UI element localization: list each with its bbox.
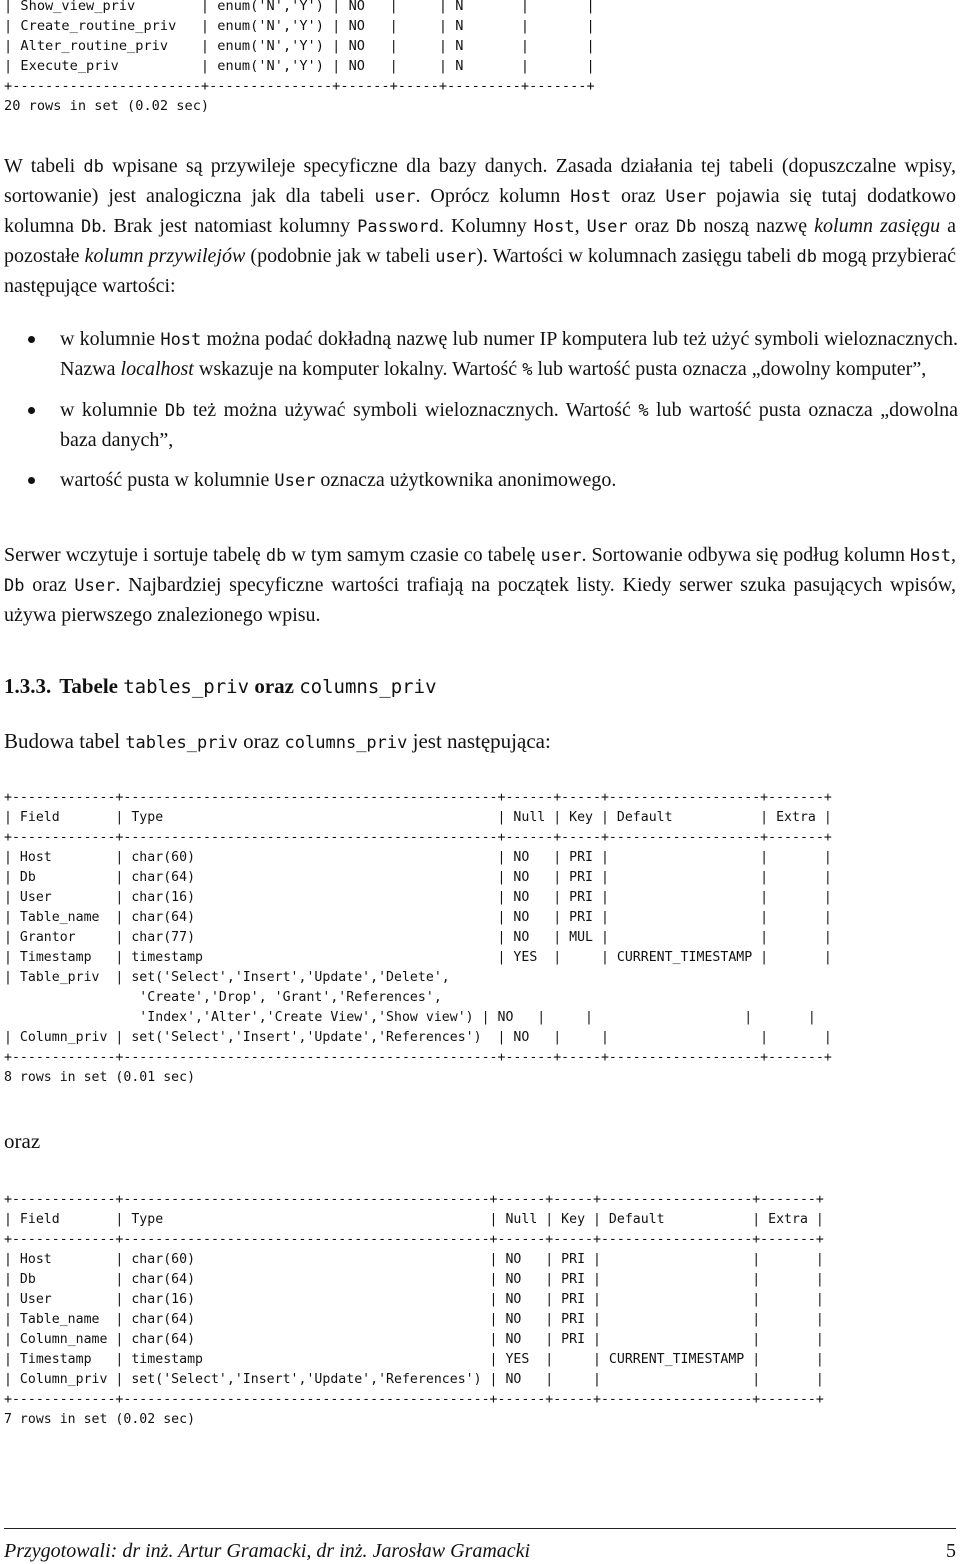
listing-line: | Create_routine_priv | enum('N','Y') | NO | | N | | [4,18,595,34]
code-user: user [540,546,582,566]
list-item: wartość pusta w kolumnie User oznacza użytkownika anonimowego. [28,466,958,496]
listing-line: +-------------+-----------------------------------------------+------+-----+-------------------+-------+ [4,790,832,805]
listing-line: | Db | char(64) | NO | PRI | | | [4,1272,824,1287]
oraz-label: oraz [4,1129,41,1153]
code-percent: % [522,360,533,380]
code-columns-priv: columns_priv [284,733,408,753]
listing-line: | Timestamp | timestamp | YES | | CURRENT_TIMESTAMP | | [4,1352,824,1367]
code-user: User [665,187,707,208]
paragraph-sorting: Serwer wczytuje i sortuje tabelę db w tym samym czasie co tabelę user. Sortowanie odbywa się podług kolumn Host, Db oraz User. Najbardziej specyficzne wartości trafiają na początek listy. Kiedy serwer szuka pasujących wpisów, używa pierwszego znalezionego wpisu. [4,544,956,627]
listing-line: | Table_name | char(64) | NO | PRI | | | [4,1312,824,1327]
listing-line: +-------------+-----------------------------------------------+------+-----+-------------------+-------+ [4,1050,832,1065]
code-percent: % [638,401,649,421]
term-kolumn-zasiegu: kolumn zasięgu [814,215,941,238]
footer-authors: Przygotowali: dr inż. Artur Gramacki, dr inż. Jarosław Gramacki [4,1540,531,1562]
code-tables-priv: tables_priv [125,733,238,753]
listing-line: | Execute_priv | enum('N','Y') | NO | | N | | [4,58,595,74]
page-number: 5 [946,1540,956,1562]
listing-line: +-------------+----------------------------------------------+------+-----+-------------------+-------+ [4,1192,824,1207]
db-table-listing-tail [4,0,595,116]
listing-line: | Db | char(64) | NO | PRI | | | [4,870,832,885]
listing-line: | Field | Type | Null | Key | Default | Extra | [4,1212,824,1227]
listing-line: | Host | char(60) | NO | PRI | | | [4,1252,824,1267]
code-db: db [265,546,287,566]
footer-divider [4,1528,956,1529]
listing-line: +-------------+----------------------------------------------+------+-----+-------------------+-------+ [4,1232,824,1247]
code-user: user [374,187,416,208]
code-host: Host [910,546,951,566]
listing-line: 'Create','Drop', 'Grant','References', [4,990,442,1005]
section-heading: 1.3.3. Tabele tables_priv oraz columns_priv [4,674,437,698]
bullet-icon [28,336,35,343]
listing-line: 8 rows in set (0.01 sec) [4,1070,196,1085]
code-columns-priv: columns_priv [299,676,437,698]
list-item: w kolumnie Db też można używać symboli wieloznacznych. Wartość % lub wartość pusta oznacza „dowolna baza danych”, [28,396,958,455]
listing-line: | Table_name | char(64) | NO | PRI | | | [4,910,832,925]
code-db: Db [4,576,25,597]
listing-line: | Column_priv | set('Select','Insert','Update','References') | NO | | | | [4,1030,832,1045]
listing-line: | User | char(16) | NO | PRI | | | [4,890,832,905]
listing-line: | Grantor | char(77) | NO | MUL | | | [4,930,832,945]
code-user: User [74,576,116,597]
tables-priv-structure [4,788,832,1088]
listing-line: 7 rows in set (0.02 sec) [4,1412,196,1427]
listing-line: | Table_priv | set('Select','Insert','Update','Delete', [4,970,450,985]
listing-line: 'Index','Alter','Create View','Show view') | NO | | | | [4,1010,816,1025]
code-db: db [83,157,104,177]
listing-line: | Alter_routine_priv | enum('N','Y') | NO | | N | | [4,38,595,54]
code-password: Password [357,217,440,238]
scope-values-list [28,325,958,496]
listing-line: | Host | char(60) | NO | PRI | | | [4,850,832,865]
listing-line: +-----------------------+---------------+------+-----+---------+-------+ [4,78,595,94]
code-user: User [586,217,628,238]
code-host: Host [533,217,575,238]
listing-line: | Show_view_priv | enum('N','Y') | NO | | N | | [4,0,595,14]
listing-line: | User | char(16) | NO | PRI | | | [4,1292,824,1307]
code-host: Host [160,330,202,350]
tables-intro: Budowa tabel tables_priv oraz columns_priv jest następująca: [4,729,551,753]
code-db: Db [676,217,697,238]
section-number: 1.3.3. [4,674,52,698]
listing-line: 20 rows in set (0.02 sec) [4,98,210,114]
listing-line: +-------------+-----------------------------------------------+------+-----+-------------------+-------+ [4,830,832,845]
listing-line: | Field | Type | Null | Key | Default | Extra | [4,810,832,825]
columns-priv-structure [4,1190,824,1430]
bullet-icon [28,407,35,414]
code-host: Host [570,187,612,208]
code-db: Db [81,217,102,238]
term-localhost: localhost [120,358,194,380]
term-kolumn-przywilejow: kolumn przywilejów [84,245,246,268]
bullet-icon [28,477,35,484]
code-db: db [796,247,817,268]
code-user: User [274,471,316,491]
list-item: w kolumnie Host można podać dokładną nazwę lub numer IP komputera lub też użyć symboli wieloznacznych. Nazwa localhost wskazuje na komputer lokalny. Wartość % lub wartość pusta oznacza „dowolny komputer”, [28,325,958,385]
code-tables-priv: tables_priv [123,676,250,698]
listing-line: | Column_name | char(64) | NO | PRI | | | [4,1332,824,1347]
listing-line: +-------------+----------------------------------------------+------+-----+-------------------+-------+ [4,1392,824,1407]
listing-line: | Column_priv | set('Select','Insert','Update','References') | NO | | | | [4,1372,824,1387]
code-user: user [435,247,477,268]
listing-line: | Timestamp | timestamp | YES | | CURRENT_TIMESTAMP | | [4,950,832,965]
paragraph-db-table: W tabeli db wpisane są przywileje specyficzne dla bazy danych. Zasada działania tej tabeli (dopuszczalne wpisy, sortowanie) jest analogiczna jak dla tabeli user. Oprócz kolumn Host oraz User pojawia się tutaj dodatkowo kolumna Db. Brak jest natomiast kolumny Password. Kolumny Host, User oraz Db noszą nazwę kolumn zasięgu a pozostałe kolumn przywilejów (podobnie jak w tabeli user). Wartości w kolumnach zasięgu tabeli db mogą przybierać następujące wartości: [4,155,957,298]
code-db: Db [164,401,186,421]
